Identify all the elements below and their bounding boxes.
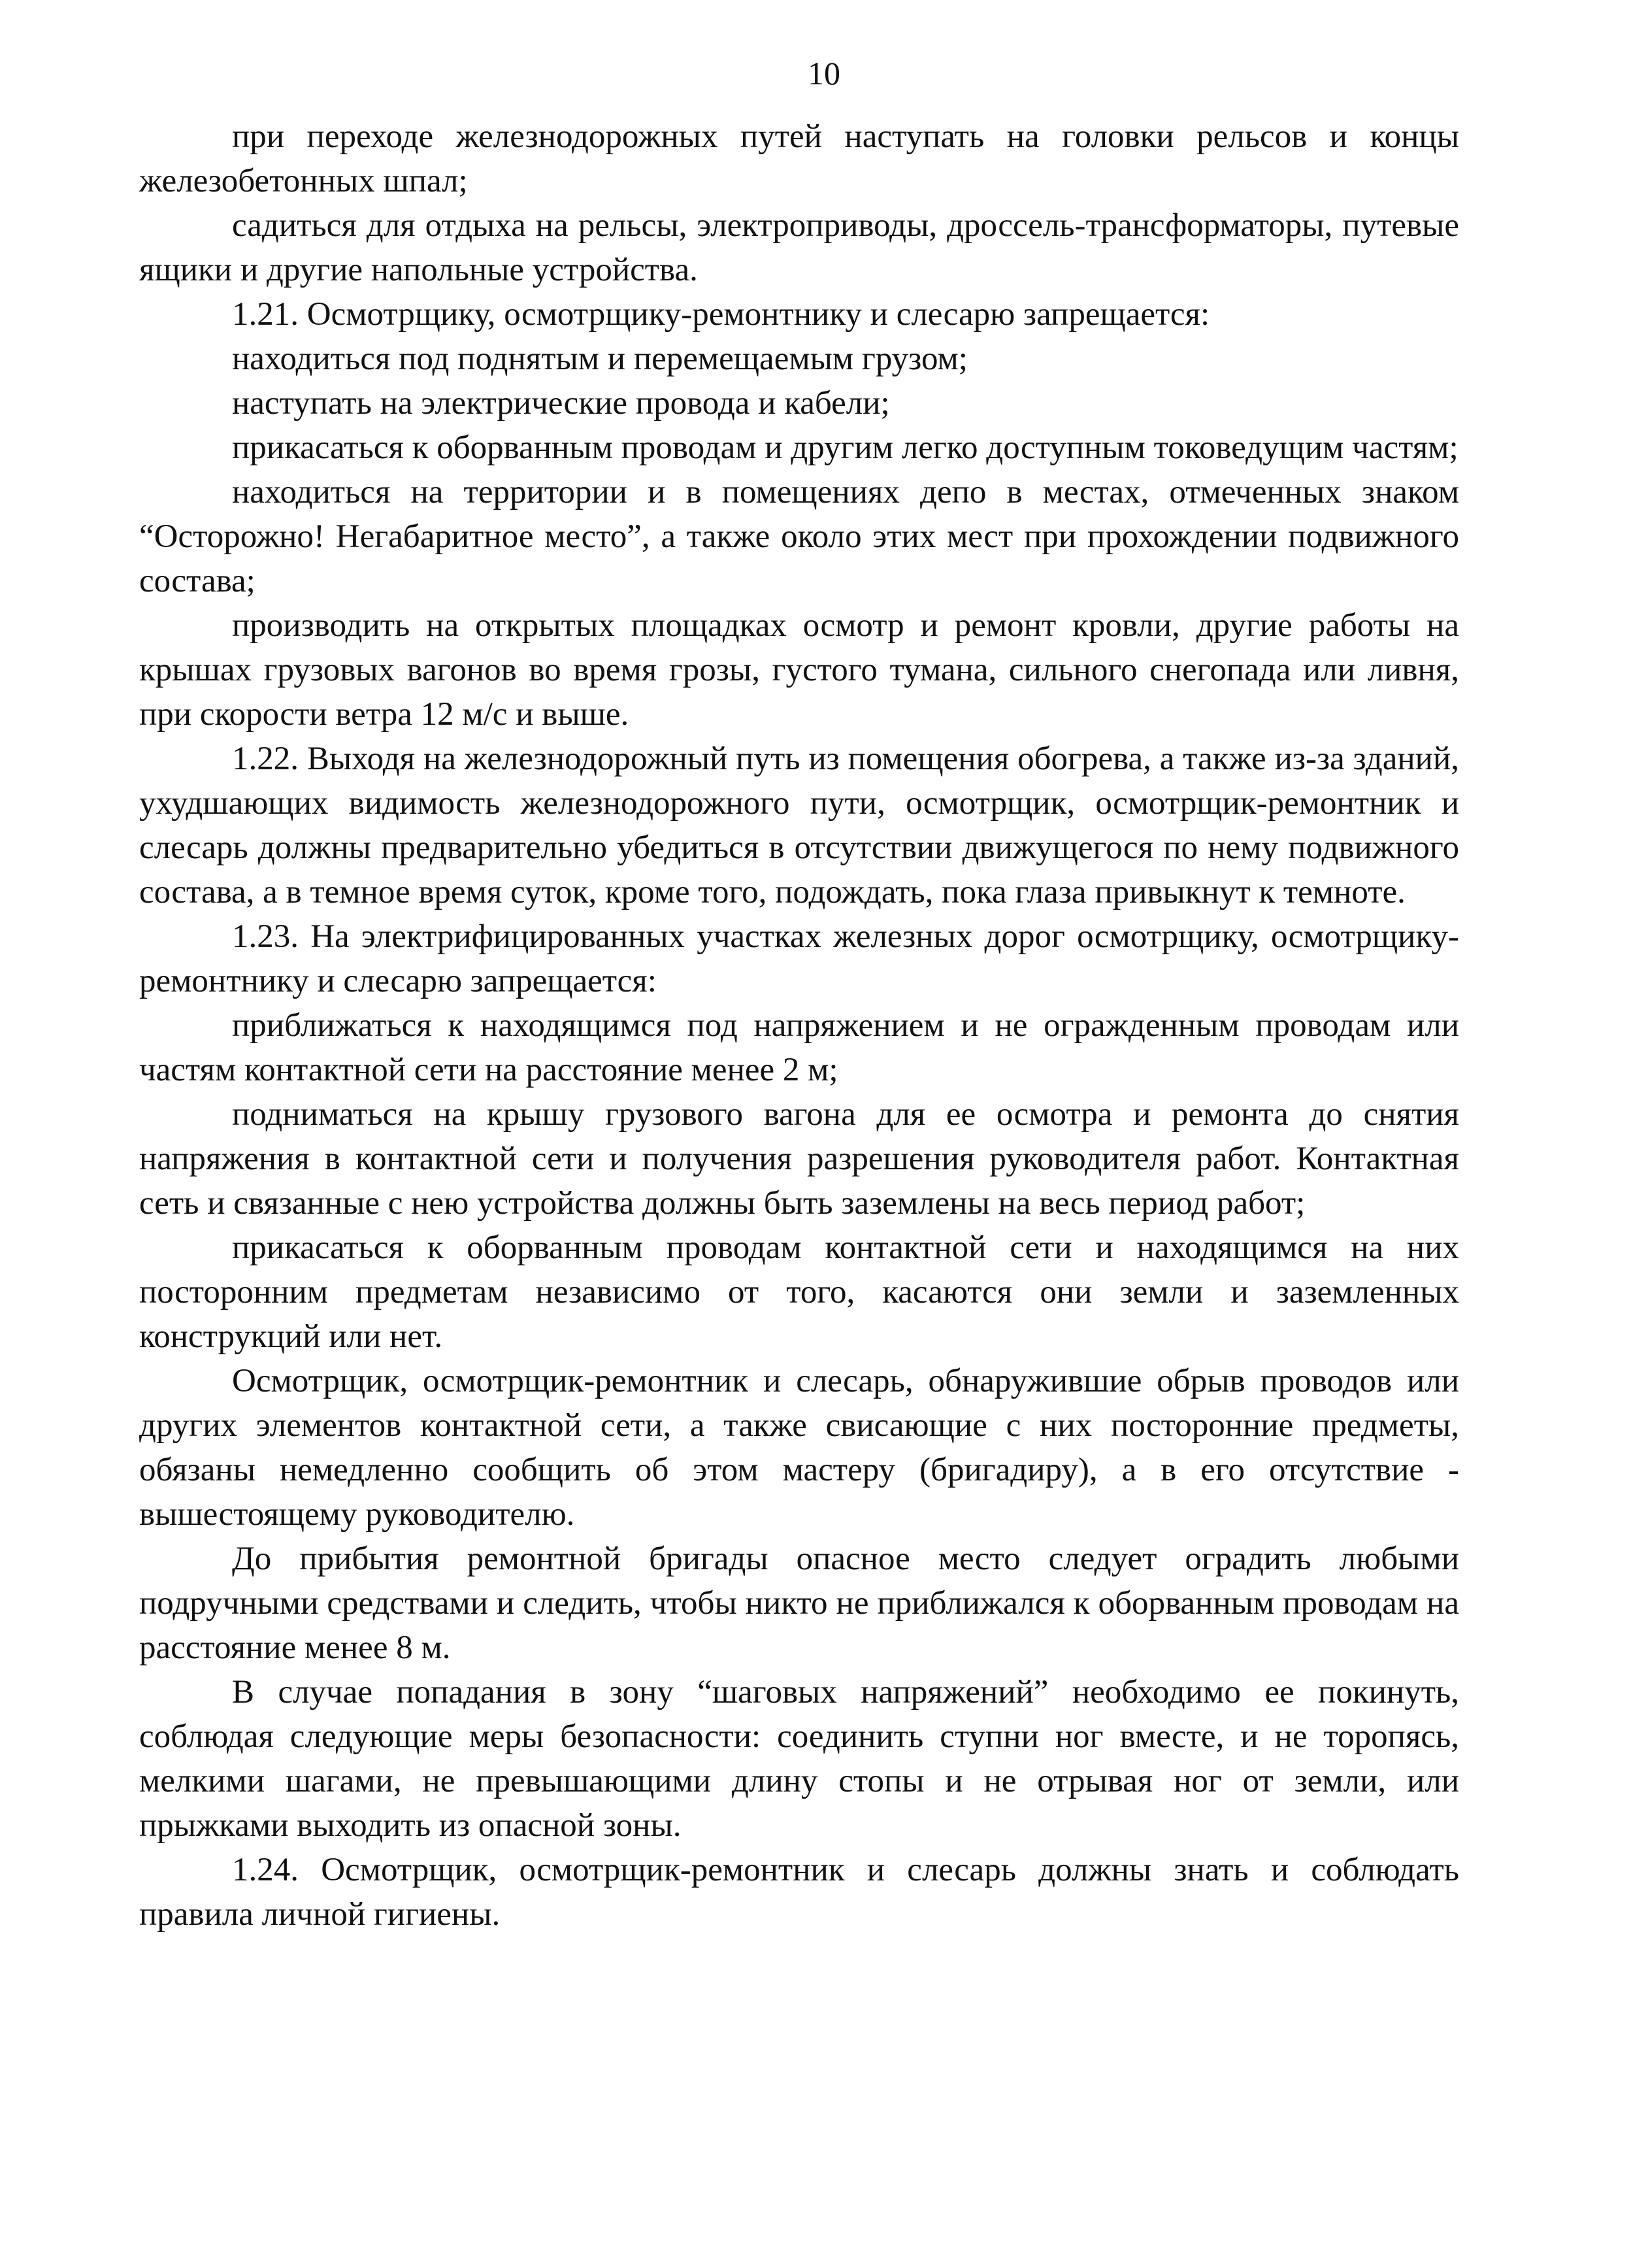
paragraph: До прибытия ремонтной бригады опасное место следует оградить любыми подручными средствами и следить, чтобы никто не приближался к оборванным проводам на расстояние менее 8 м. (139, 1541, 1459, 1666)
paragraph: 1.23. На электрифицированных участках железных дорог осмотрщику, осмотрщику-ремонтнику и слесарю запрещается: (139, 918, 1459, 999)
document-body (139, 114, 1459, 1937)
paragraph: находиться под поднятым и перемещаемым грузом; (232, 341, 968, 377)
paragraph: садиться для отдыха на рельсы, электроприводы, дроссель-трансформаторы, путевые ящики и другие напольные устройства. (139, 207, 1459, 288)
paragraph: производить на открытых площадках осмотр и ремонт кровли, другие работы на крышах грузовых вагонов во время грозы, густого тумана, сильного снегопада или ливня, при скорости ветра 12 м/с и выше. (139, 607, 1459, 733)
paragraph: подниматься на крышу грузового вагона для ее осмотра и ремонта до снятия напряжения в контактной сети и получения разрешения руководителя работ. Контактная сеть и связанные с нею устройства должны быть заземлены на весь период работ; (139, 1096, 1459, 1222)
paragraph: 1.24. Осмотрщик, осмотрщик-ремонтник и слесарь должны знать и соблюдать правила личной гигиены. (139, 1852, 1459, 1933)
paragraph: прикасаться к оборванным проводам контактной сети и находящимся на них посторонним предметам независимо от того, касаются они земли и заземленных конструкций или нет. (139, 1229, 1459, 1355)
paragraph: В случае попадания в зону “шаговых напряжений” необходимо ее покинуть, соблюдая следующие меры безопасности: соединить ступни ног вместе, и не торопясь, мелкими шагами, не превышающими длину стопы и не отрывая ног от земли, или прыжками выходить из опасной зоны. (139, 1674, 1459, 1844)
paragraph: наступать на электрические провода и кабели; (232, 385, 890, 422)
paragraph: Осмотрщик, осмотрщик-ремонтник и слесарь, обнаружившие обрыв проводов или других элементов контактной сети, а также свисающие с них посторонние предметы, обязаны немедленно сообщить об этом мастеру (бригадиру), а в его отсутствие - вышестоящему руководителю. (139, 1363, 1459, 1533)
paragraph: 1.22. Выходя на железнодорожный путь из помещения обогрева, а также из-за зданий, ухудшающих видимость железнодорожного пути, осмотрщик, осмотрщик-ремонтник и слесарь должны предварительно убедиться в отсутствии движущегося по нему подвижного состава, а в темное время суток, кроме того, подождать, пока глаза привыкнут к темноте. (139, 741, 1459, 910)
page-number: 10 (808, 55, 840, 92)
paragraph: прикасаться к оборванным проводам и другим легко доступным токоведущим частям; (232, 429, 1458, 466)
paragraph: при переходе железнодорожных путей наступать на головки рельсов и концы железобетонных шпал; (139, 118, 1459, 199)
paragraph: 1.21. Осмотрщику, осмотрщику-ремонтнику и слесарю запрещается: (232, 296, 1210, 333)
paragraph: находиться на территории и в помещениях депо в местах, отмеченных знаком “Осторожно! Негабаритное место”, а также около этих мест при прохождении подвижного состава; (139, 474, 1459, 599)
paragraph: приближаться к находящимся под напряжением и не огражденным проводам или частям контактной сети на расстояние менее 2 м; (139, 1007, 1459, 1088)
